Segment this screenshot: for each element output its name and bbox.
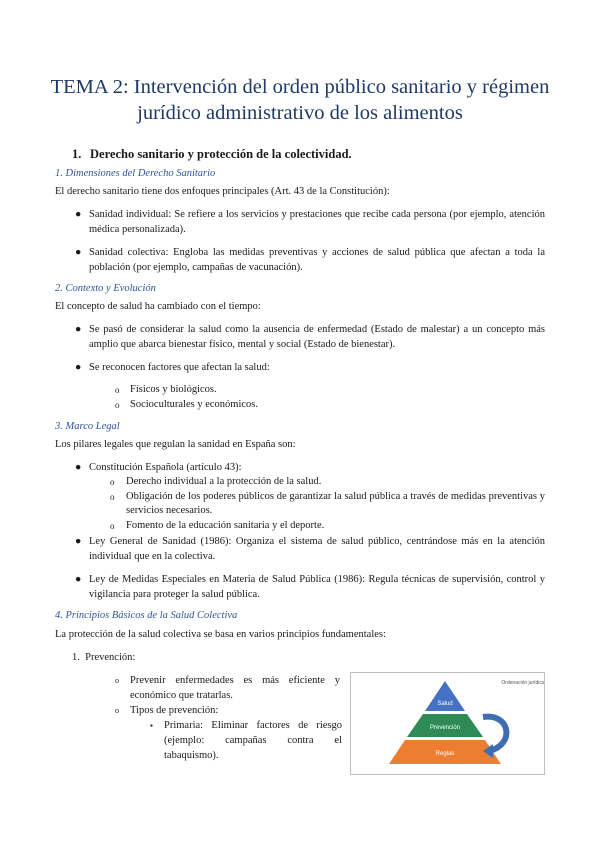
title-line-2: jurídico administrativo de los alimentos xyxy=(137,102,463,124)
list-item: ● Se reconocen factores que afectan la salud: xyxy=(75,362,270,373)
bullet-icon: ● xyxy=(75,209,82,220)
sub-list-item: o Fomento de la educación sanitaria y el deporte. xyxy=(110,520,325,531)
item-number: 1. xyxy=(72,652,80,663)
title-line-1: TEMA 2: Intervención del orden público sanitario y régimen xyxy=(50,76,550,98)
figure-corner-label: Ordenación jurídica xyxy=(501,680,544,686)
pyramid-label-top: Salud xyxy=(437,701,453,707)
section-title: Derecho sanitario y protección de la colectividad. xyxy=(90,147,352,161)
paragraph: La protección de la salud colectiva se basa en varios principios fundamentales: xyxy=(55,629,386,640)
sub-list-item: o Prevenir enfermedades es más eficiente y económico que tratarlas. xyxy=(115,675,340,701)
circle-bullet-icon: o xyxy=(110,492,115,502)
circle-bullet-icon: o xyxy=(110,477,115,487)
circle-bullet-icon: o xyxy=(115,400,120,410)
pyramid-diagram xyxy=(351,673,544,774)
paragraph: El derecho sanitario tiene dos enfoques principales (Art. 43 de la Constitución): xyxy=(55,186,390,197)
page-title xyxy=(40,74,560,126)
list-item: ● Sanidad individual: Se refiere a los servicios y prestaciones que recibe cada persona (por ejemplo, atención médica personalizada). xyxy=(75,209,545,235)
sub-list-item: o Físicos y biológicos. xyxy=(115,384,217,395)
subheading-principios: 4. Principios Básicos de la Salud Colectiva xyxy=(55,610,238,621)
sub-list-item: o Obligación de los poderes públicos de garantizar la salud pública a través de medidas preventivas y servicios necesarios. xyxy=(110,491,545,516)
pyramid-label-middle: Prevención xyxy=(429,725,461,731)
bullet-icon: ● xyxy=(75,462,82,473)
numbered-item: 1. Prevención: xyxy=(72,652,136,663)
sub-sub-list-item: ▪ Primaria: Eliminar factores de riesgo (ejemplo: campañas contra el tabaquismo). xyxy=(150,720,342,761)
circle-bullet-icon: o xyxy=(115,706,119,715)
pyramid-label-bottom: Reglas xyxy=(435,751,455,757)
list-item: ● Sanidad colectiva: Engloba las medidas preventivas y acciones de salud pública que afectan a toda la población (por ejemplo, campañas de vacunación). xyxy=(75,247,545,273)
circle-bullet-icon: o xyxy=(110,521,115,531)
list-item: ● Ley General de Sanidad (1986): Organiza el sistema de salud público, centrándose más en la atención individual que en la colectiva. xyxy=(75,536,545,562)
list-item: ● Constitución Española (artículo 43): xyxy=(75,462,242,473)
sub-list-item: o Derecho individual a la protección de la salud. xyxy=(110,476,322,487)
bullet-icon: ● xyxy=(75,324,82,335)
bullet-icon: ● xyxy=(75,362,82,373)
section-number: 1. xyxy=(72,147,82,161)
circle-bullet-icon: o xyxy=(115,676,119,685)
subheading-dimensiones: 1. Dimensiones del Derecho Sanitario xyxy=(55,168,216,179)
subheading-marco-legal: 3. Marco Legal xyxy=(55,421,120,432)
paragraph: El concepto de salud ha cambiado con el tiempo: xyxy=(55,301,261,312)
square-bullet-icon: ▪ xyxy=(150,721,153,730)
bullet-icon: ● xyxy=(75,536,82,547)
bullet-icon: ● xyxy=(75,574,82,585)
sub-list-item: o Tipos de prevención: xyxy=(115,705,219,716)
section-heading xyxy=(72,147,352,162)
circle-bullet-icon: o xyxy=(115,385,120,395)
list-item: ● Ley de Medidas Especiales en Materia de Salud Pública (1986): Regula técnicas de supervisión, control y vigilancia para proteger la salud pública. xyxy=(75,574,545,600)
paragraph: Los pilares legales que regulan la sanidad en España son: xyxy=(55,439,296,450)
bullet-icon: ● xyxy=(75,247,82,258)
subheading-contexto: 2. Contexto y Evolución xyxy=(55,283,156,294)
sub-list-item: o Socioculturales y económicos. xyxy=(115,399,259,410)
list-item: ● Se pasó de considerar la salud como la ausencia de enfermedad (Estado de malestar) a un concepto más amplio que abarca bienestar físico, mental y social (Estado de bienestar). xyxy=(75,324,545,350)
pyramid-figure xyxy=(350,672,545,775)
